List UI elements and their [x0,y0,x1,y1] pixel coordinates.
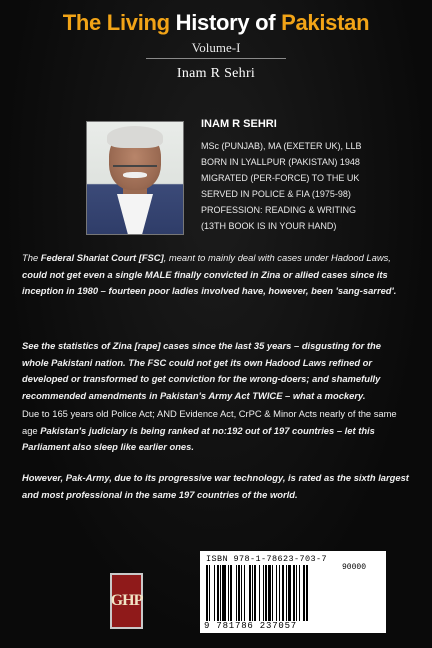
volume-label: Volume-I [191,40,241,55]
price-code: 90000 [342,563,367,572]
paragraph-text-run: , meant to mainly deal with cases under Hadood Laws, [163,252,391,263]
bio-details [201,138,421,234]
blurb-paragraph-1 [22,250,410,300]
author-photo-glasses [113,156,157,167]
bio-line: BORN IN LYALLPUR (PAKISTAN) 1948 [201,157,360,167]
paragraph-text-run: Pakistan's judiciary is being ranked at no:192 out of 197 countries – let this Parliament also sleep like earlier ones. [22,424,375,452]
paragraph-text-run: However, Pak-Army, due to its progressive war technology, is rated as the sixth largest and most professional in the same 197 countries of the world. [22,472,409,500]
paragraph-text-run: Federal Shariat Court [FSC] [40,252,164,263]
blurb-paragraph-3 [22,406,410,456]
barcode-bars [206,565,380,621]
bio-line: MIGRATED (PER-FORCE) TO THE UK [201,173,360,183]
bio-line: PROFESSION: READING & WRITING [201,205,357,215]
paragraph-text-run: could not get even a single MALE finally convicted in Zina or allied cases since its inception in 1980 – fourteen poor ladies involved have, however, been 'sang-sarred'. [22,268,397,296]
title-divider [146,58,286,59]
bio-author-name: INAM R SEHRI [201,118,277,130]
bio-line: (13TH BOOK IS IN YOUR HAND) [201,221,337,231]
author-photo [86,121,184,235]
blurb-paragraph-2 [22,338,410,404]
author-photo-hair [107,126,163,148]
bio-line: MSc (PUNJAB), MA (EXETER UK), LLB [201,141,362,151]
publisher-logo-text: GHP [110,592,143,609]
author-photo-shirt [117,194,153,234]
barcode-bar [308,565,309,621]
title-part-2: History of [169,10,282,35]
isbn-text: ISBN 978-1-78623-703-7 [206,554,328,564]
author-photo-mustache [123,172,147,178]
publisher-logo [110,573,143,629]
bio-line: SERVED IN POLICE & FIA (1975-98) [201,189,351,199]
paragraph-text-run: The [22,252,41,263]
paragraph-text-run: Due to 165 years old Police Act; AND Evidence Act, CrPC & Minor Acts nearly of the same age [22,408,397,436]
blurb-paragraph-4 [22,470,410,503]
title-part-3: Pakistan [281,10,370,35]
book-title [0,10,432,36]
paragraph-text-run: See the statistics of Zina [rape] cases since the last 35 years – disgusting for the whole Pakistani nation. The FSC could not get its own Hadood Laws refined or developed or transformed to get conviction for the wrong-doers; and shamefully recommended amendments in Pakistan's Army Act TWICE – what a mockery. [22,340,381,401]
barcode-panel [200,551,386,633]
barcode-digits: 9 781786 237057 [204,621,298,631]
author-name-header: Inam R Sehri [176,66,256,81]
title-part-1: The Living [62,10,170,35]
